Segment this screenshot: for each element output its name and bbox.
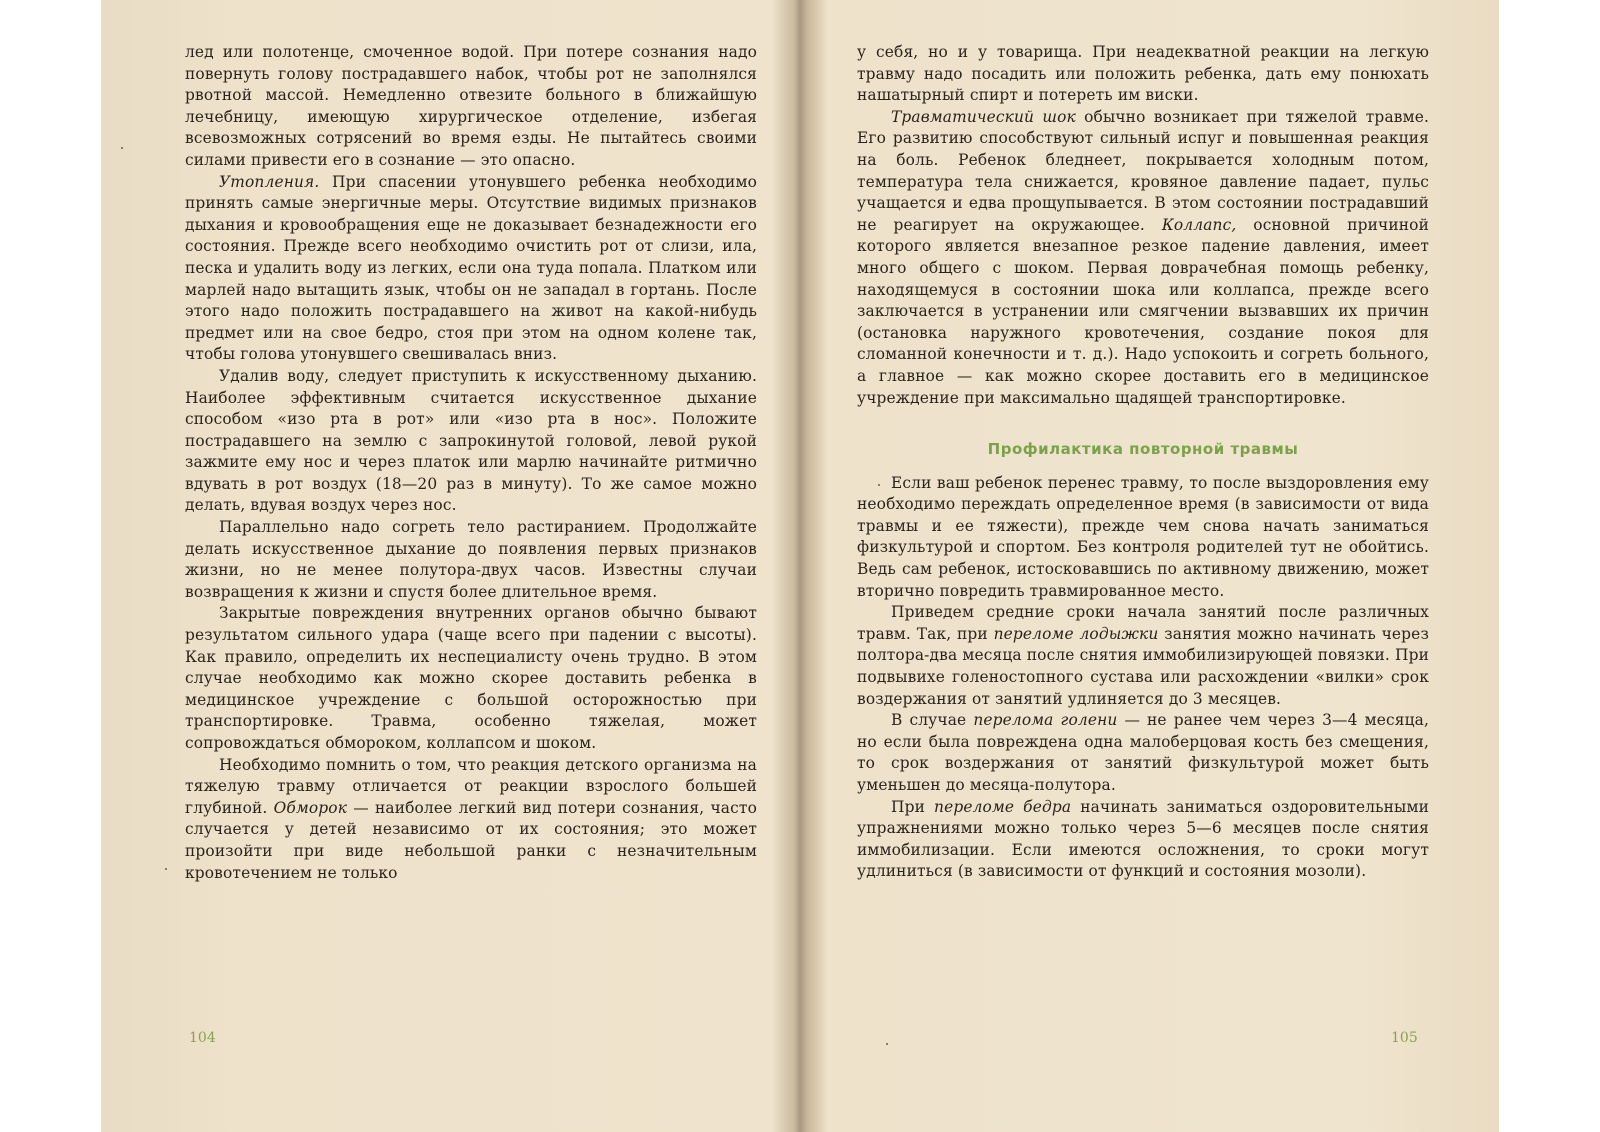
italic-term: переломе лодыжки	[993, 624, 1159, 643]
right-page	[857, 42, 1429, 883]
section-heading: Профилактика повторной травмы	[987, 440, 1299, 459]
page-number: 105	[1391, 1030, 1418, 1046]
left-page	[185, 42, 757, 884]
paragraph-text: Необходимо помнить о том, что реакция детского организма на тяжелую травму отличается от реакции взрослого большей глубиной.	[185, 755, 757, 817]
paragraph-text: При спасении утонувшего ребенка необходимо принять самые энергичные меры. Отсутствие видимых признаков дыхания и кровообращения еще не доказывает безнадежности его состояния. Прежде всего необходимо очистить рот от слизи, ила, песка и удалить воду из легких, если она туда попала. Платком или марлей надо вытащить язык, чтобы он не западал в гортань. После этого надо положить пострадавшего на живот на какой-нибудь предмет или на свое бедро, стоя при этом на одном колене так, чтобы голова утонувшего свешивалась вниз.	[185, 172, 758, 364]
paragraph: Закрытые повреждения внутренних органов обычно бывают результатом сильного удара (чаще всего при падении с высоты). Как правило, определить их неспециалисту очень трудно. В этом случае необходимо как можно скорее доставить ребенка в медицинское учреждение с большой осторожностью при транспортировке. Травма, особенно тяжелая, может сопровождаться обмороком, коллапсом и шоком.	[185, 604, 757, 752]
paragraph-text: — наиболее легкий вид потери сознания, часто случается у детей независимо от их состояния; это может произойти при виде небольшой ранки с незначительным кровотечением не только	[185, 798, 757, 882]
paragraph: лед или полотенце, смоченное водой. При потере сознания надо повернуть голову пострадавшего набок, чтобы рот не заполнялся рвотной массой. Немедленно отвезите больного в ближайшую лечебницу, имеющую хирургическое отделение, избегая всевозможных сотрясений во время езды. Не пытайтесь своими силами привести его в сознание — это опасно.	[185, 43, 757, 169]
paragraph	[857, 107, 1429, 409]
paragraph	[857, 710, 1429, 796]
scan-speck	[121, 147, 123, 149]
paragraph-text: В случае	[891, 711, 974, 730]
italic-term: Коллапс,	[1161, 215, 1237, 234]
italic-term: перелома голени	[973, 711, 1118, 730]
paragraph	[185, 172, 757, 366]
paragraph: Если ваш ребенок перенес травму, то после выздоровления ему необходимо переждать определенное время (в зависимости от вида травмы и ее тяжести), прежде чем снова начать заниматься физкультурой и спортом. Без контроля родителей тут не обойтись. Ведь сам ребенок, истосковавшись по активному движению, может вторично повредить травмированное место.	[857, 473, 1429, 600]
paragraph: Удалив воду, следует приступить к искусственному дыханию. Наиболее эффективным считается искусственное дыхание способом «изо рта в рот» или «изо рта в нос». Положите пострадавшего на землю с запрокинутой головой, левой рукой зажмите ему нос и через платок или марлю начинайте ритмично вдувать в рот воздух (18—20 раз в минуту). То же самое можно делать, вдувая воздух через нос.	[185, 366, 757, 515]
italic-term: Обморок	[273, 798, 348, 817]
paragraph-text: начинать заниматься оздоровительными упражнениями можно только через 5—6 месяцев после снятия иммобилизации. Если имеются осложнения, то сроки могут удлиниться (в зависимости от функций и состояния мозоли).	[857, 797, 1429, 881]
italic-term: Травматический шок	[891, 107, 1076, 126]
paragraph-text: занятия можно начинать через полтора-два месяца после снятия иммобилизирующей повязки. При подвывихе голеностопного сустава или расхождении «вилки» срок воздержания от занятий удлиняется до 3 месяцев.	[857, 624, 1429, 708]
paragraph: Параллельно надо согреть тело растиранием. Продолжайте делать искусственное дыхание до появления первых признаков жизни, но не менее полутора-двух часов. Известны случаи возвращения к жизни и спустя более длительное время.	[185, 518, 757, 601]
paragraph-text: — не ранее чем через 3—4 месяца, но если была повреждена одна малоберцовая кость без смещения, то срок воздержания от занятий физкультурой может быть уменьшен до месяца-полутора.	[857, 711, 1429, 794]
paragraph-text: При	[891, 797, 935, 816]
paragraph	[185, 755, 757, 885]
paragraph	[857, 602, 1429, 710]
paragraph-text: Приведем средние сроки начала занятий после различных травм. Так, при	[857, 603, 1429, 643]
paragraph-text: основной причиной которого является внезапное резкое падение давления, имеет много общего с шоком. Первая доврачебная помощь ребенку, находящемуся в состоянии шока или коллапса, прежде всего заключается в устранении или смягчении вызвавших их причин (остановка наружного кровотечения, создание покоя для сломанной конечности и т. д.). Надо успокоить и согреть больного, а главное — как можно скорее доставить его в медицинское учреждение при максимально щадящей транспортировке.	[857, 215, 1429, 407]
scan-speck	[886, 1043, 888, 1045]
book-spread	[101, 0, 1499, 1132]
italic-term: переломе бедра	[934, 797, 1072, 816]
paragraph: у себя, но и у товарища. При неадекватной реакции на легкую травму надо посадить или положить ребенка, дать ему понюхать нашатырный спирт и потереть им виски.	[857, 43, 1429, 105]
paragraph	[857, 797, 1429, 883]
scan-speck	[878, 484, 880, 486]
italic-term: Утопления.	[219, 172, 320, 191]
page-number: 104	[189, 1030, 216, 1046]
scan-speck	[165, 868, 167, 870]
paragraph-text: обычно возникает при тяжелой травме. Его развитию способствуют сильный испуг и повышенная реакция на боль. Ребенок бледнеет, покрывается холодным потом, температура тела снижается, кровяное давление падает, пульс учащается и едва прощупывается. В этом состоянии пострадавший не реагирует на окружающее.	[857, 107, 1430, 234]
